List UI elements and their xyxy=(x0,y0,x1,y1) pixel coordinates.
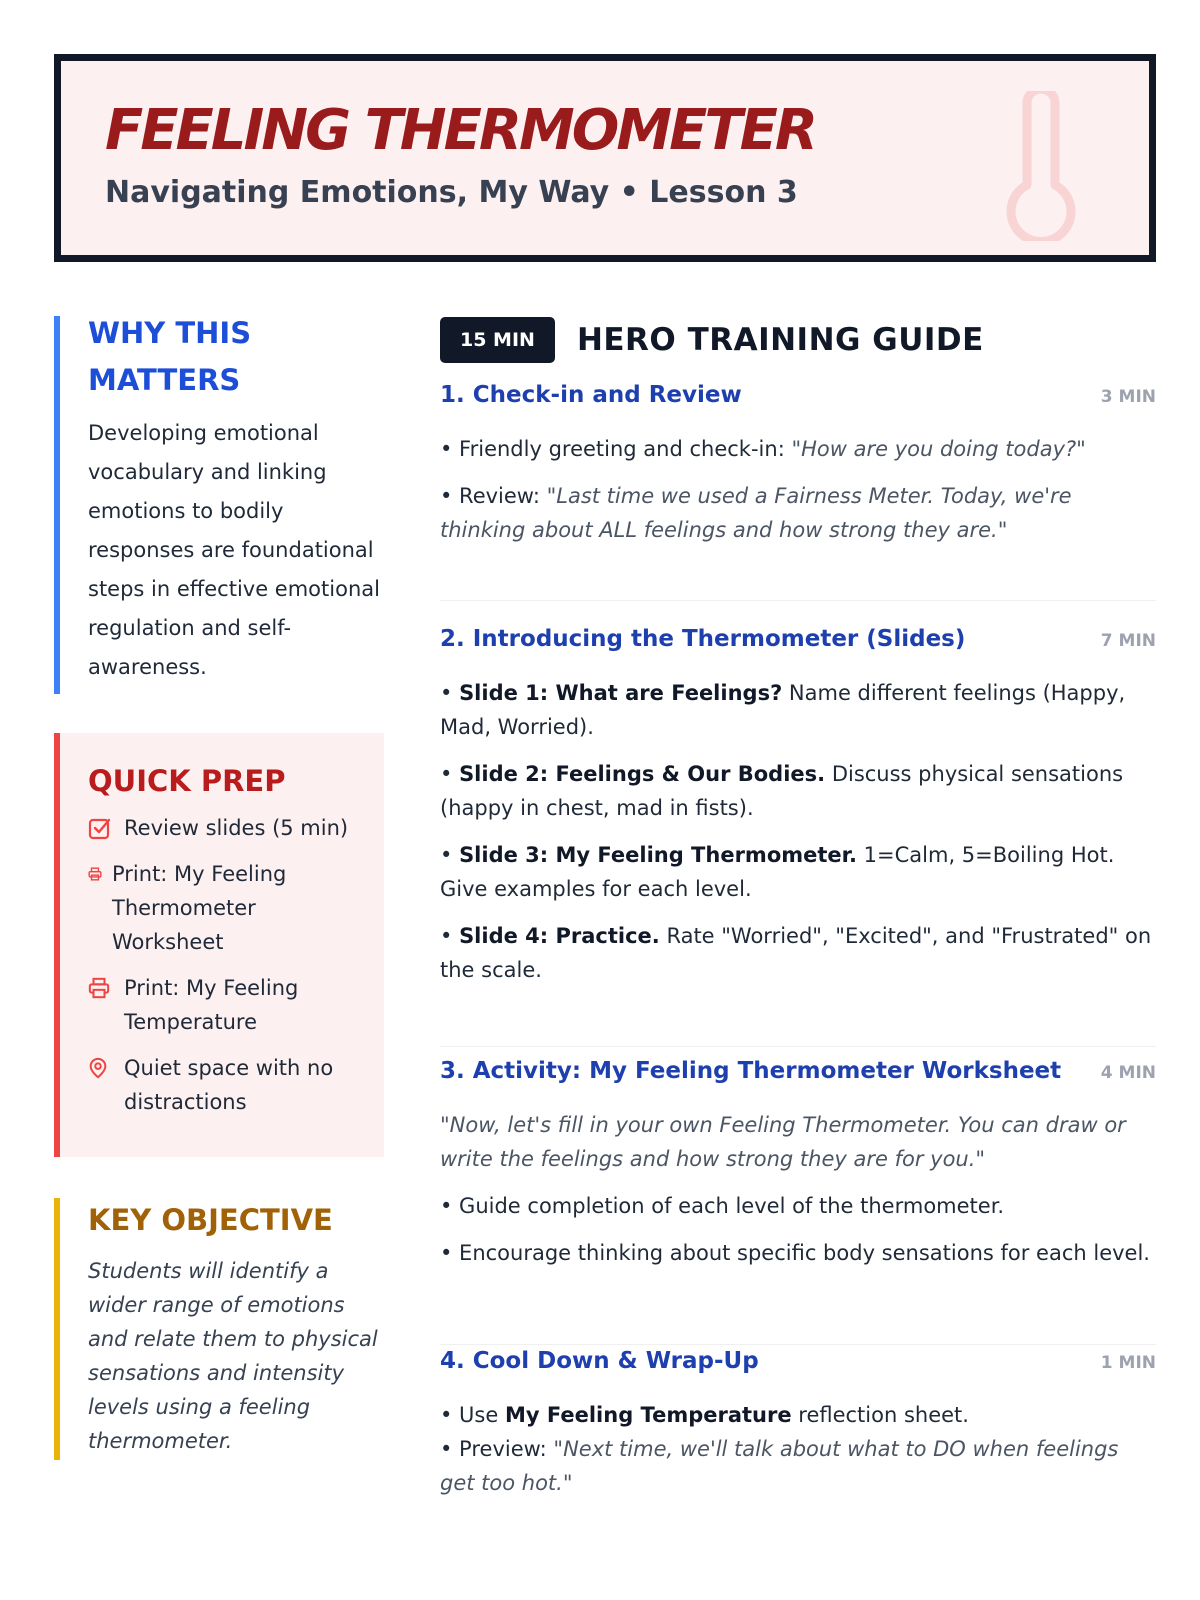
section-bullet: • Guide completion of each level of the thermometer. xyxy=(440,1194,1005,1218)
section-bullet: • Slide 2: Feelings & Our Bodies. Discuss physical sensations (happy in chest, mad in fists). xyxy=(440,762,1124,820)
prep-item-label: Review slides (5 min) xyxy=(124,816,349,840)
guide-section xyxy=(440,1348,1156,1500)
guide-title: HERO TRAINING GUIDE xyxy=(576,322,984,358)
guide-section xyxy=(440,626,1156,1000)
section-bullet: • Encourage thinking about specific body sensations for each level. xyxy=(440,1241,1150,1265)
duration-badge: 15 MIN xyxy=(440,317,555,363)
training-guide xyxy=(440,316,1156,1495)
prep-item-label: Quiet space with no distractions xyxy=(124,1056,334,1114)
section-title: 3. Activity: My Feeling Thermometer Worksheet xyxy=(440,1058,1062,1084)
section-time: 7 MIN xyxy=(1100,631,1156,651)
why-this-matters-panel xyxy=(54,316,384,694)
prep-item-label: Print: My Feeling Thermometer Worksheet xyxy=(112,862,287,954)
section-time: 4 MIN xyxy=(1100,1063,1156,1083)
prep-item xyxy=(88,1051,364,1119)
section-divider xyxy=(440,1046,1156,1047)
location-pin-icon xyxy=(88,1051,114,1085)
section-bullet: • Use My Feeling Temperature reflection sheet. xyxy=(440,1403,969,1427)
printer-icon xyxy=(88,857,102,891)
checkbox-icon xyxy=(88,811,114,845)
prep-list xyxy=(88,811,364,1119)
key-objective-panel xyxy=(54,1198,384,1460)
key-heading: KEY OBJECTIVE xyxy=(88,1203,333,1237)
guide-section xyxy=(440,1058,1156,1283)
header-banner xyxy=(54,54,1156,262)
section-bullet: • Preview: "Next time, we'll talk about what to DO when feelings get too hot." xyxy=(440,1437,1119,1495)
section-time: 1 MIN xyxy=(1100,1353,1156,1373)
prep-heading: QUICK PREP xyxy=(88,764,286,798)
section-bullet: • Slide 3: My Feeling Thermometer. 1=Calm, 5=Boiling Hot. Give examples for each level. xyxy=(440,843,1115,901)
section-title: 1. Check-in and Review xyxy=(440,382,742,408)
section-bullet: • Slide 4: Practice. Rate "Worried", "Excited", and "Frustrated" on the scale. xyxy=(440,924,1152,982)
page-title: FEELING THERMOMETER xyxy=(105,98,815,163)
printer-icon xyxy=(88,971,114,1005)
section-bullet: • Friendly greeting and check-in: "How are you doing today?" xyxy=(440,437,1086,461)
key-text: Students will identify a wider range of emotions and relate them to physical sensations and intensity levels using a feeling thermometer. xyxy=(88,1259,378,1453)
why-text: Developing emotional vocabulary and linking emotions to bodily responses are foundational steps in effective emotional regulation and self-awareness. xyxy=(88,421,380,679)
section-divider xyxy=(440,1344,1156,1345)
section-time: 3 MIN xyxy=(1100,387,1156,407)
why-heading: WHY THIS MATTERS xyxy=(88,316,252,397)
guide-header xyxy=(440,316,1156,364)
prep-item xyxy=(88,811,364,845)
prep-item-label: Print: My Feeling Temperature xyxy=(124,976,299,1034)
prep-item xyxy=(88,857,364,959)
section-title: 2. Introducing the Thermometer (Slides) xyxy=(440,626,966,652)
thermometer-icon xyxy=(1005,91,1077,246)
page-subtitle: Navigating Emotions, My Way • Lesson 3 xyxy=(105,175,798,210)
guide-section xyxy=(440,382,1156,560)
section-quote: "Now, let's fill in your own Feeling Thermometer. You can draw or write the feelings and how strong they are for you." xyxy=(440,1113,1126,1171)
section-bullet: • Slide 1: What are Feelings? Name different feelings (Happy, Mad, Worried). xyxy=(440,681,1126,739)
section-divider xyxy=(440,600,1156,601)
section-title: 4. Cool Down & Wrap-Up xyxy=(440,1348,759,1374)
prep-item xyxy=(88,971,364,1039)
quick-prep-panel xyxy=(54,733,384,1157)
section-bullet: • Review: "Last time we used a Fairness Meter. Today, we're thinking about ALL feelings and how strong they are." xyxy=(440,484,1072,542)
